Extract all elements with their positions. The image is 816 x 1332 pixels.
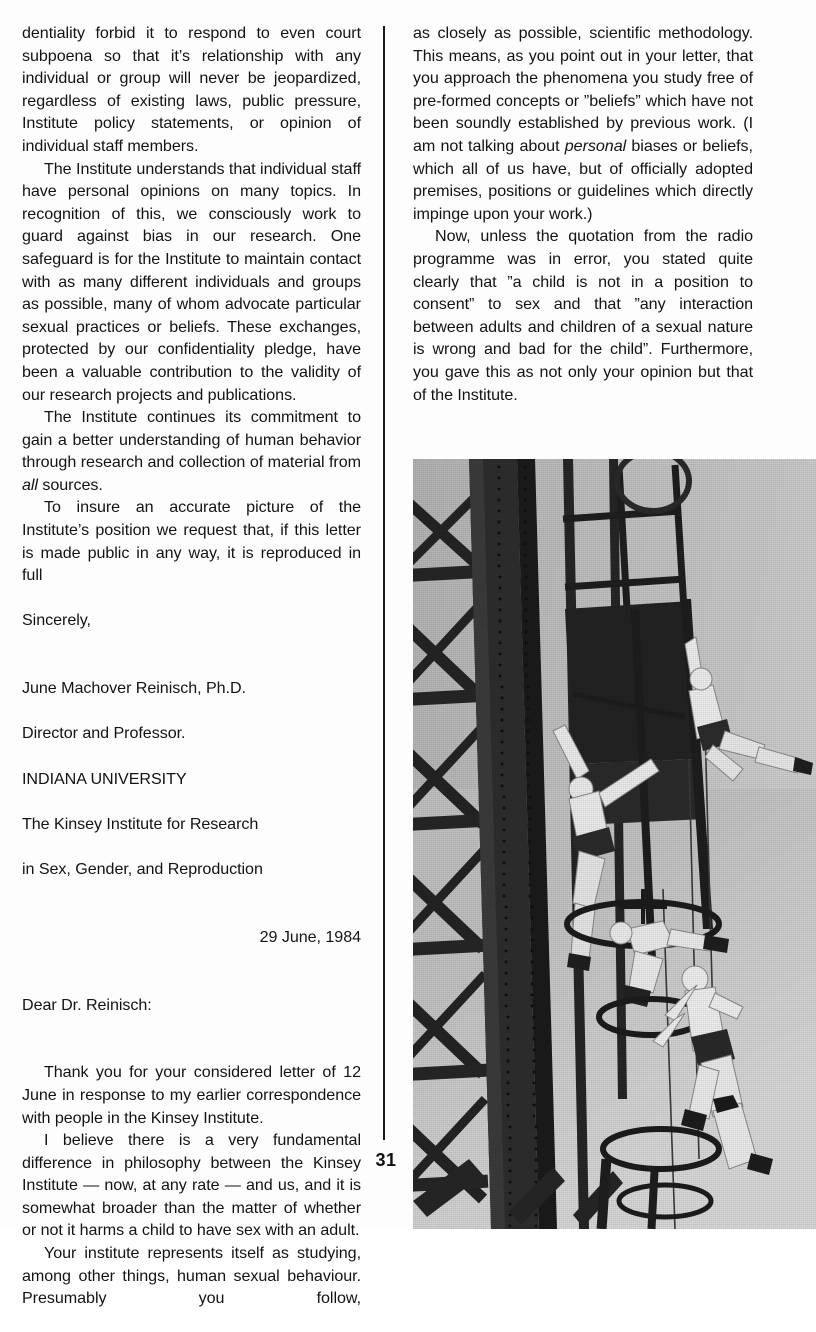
column-divider-rule (383, 26, 385, 1140)
italic-word-all: all (22, 475, 38, 494)
paragraph-continuation: dentiality forbid it to respond to even court subpoena so that it’s relationship with any individual or group will never be jeopardized, regardless of existing laws, public pressure, Institute policy statements, or opinion of individual staff members. (22, 24, 361, 155)
paragraph-your-institute: Your institute represents itself as studying, among other things, human sexual behaviour. Presumably you follow, (22, 1244, 361, 1308)
paragraph-text-after-italic: sources. (37, 475, 103, 494)
paragraph-text-after-italic: biases or beliefs, which all of us have, but of officially adopted premises, positions or guidelines which directly impinge upon your work.) (413, 136, 753, 223)
spacer (22, 655, 361, 678)
photograph-artwork (413, 459, 816, 1229)
paragraph-to-insure: To insure an accurate picture of the Institute’s position we request that, if this letter is made public in any way, it is reproduced in full (22, 498, 361, 585)
right-text-column (413, 22, 753, 406)
spacer (22, 971, 361, 994)
letter-date: 29 June, 1984 (259, 927, 361, 946)
photograph-acrobats-on-tower (413, 459, 816, 1229)
closing-sincerely: Sincerely, (22, 611, 91, 630)
signature-name: June Machover Reinisch, Ph.D. (22, 679, 246, 698)
signature-institute-line2: in Sex, Gender, and Reproduction (22, 859, 263, 878)
signature-organization: INDIANA UNIVERSITY (22, 769, 187, 788)
paragraph-institute-continues (22, 406, 361, 496)
paragraph-thank-you: Thank you for your considered letter of 12 June in response to my earlier correspondence with people in the Kinsey Institute. (22, 1063, 361, 1127)
left-text-column (22, 22, 361, 1332)
italic-word-personal: personal (564, 136, 627, 155)
letter-salutation: Dear Dr. Reinisch: (22, 995, 152, 1014)
signature-institute-line1: The Kinsey Institute for Research (22, 814, 259, 833)
spacer (22, 587, 361, 610)
spacer (22, 1039, 361, 1062)
spacer (22, 903, 361, 926)
signature-title: Director and Professor. (22, 724, 186, 743)
paragraph-as-closely (413, 22, 753, 225)
paragraph-text-before-italic: as closely as possible, scientific methodology. This means, as you point out in your letter, that you approach the phenomena you study free of pre-formed concepts or ”beliefs” which have not been soundly established by previous work. (I am not talking about (413, 24, 753, 155)
paragraph-i-believe: I believe there is a very fundamental difference in philosophy between the Kinsey Institute — now, at any rate — and us, and it is somewhat broader than the matter of whether or not it harms a child to have sex with an adult. (22, 1131, 361, 1240)
page-number: 31 (375, 1150, 397, 1170)
paragraph-institute-understands: The Institute understands that individual staff have personal opinions on many topics. In recognition of this, we consciously work to guard against bias in our research. One safeguard is for the Institute to maintain contact with as many different individuals and groups as possible, many of whom advocate particular sexual practices or beliefs. These exchanges, protected by our confidentiality pledge, have been a valuable contribution to the validity of our research projects and publications. (22, 159, 361, 404)
paragraph-text-before-italic: The Institute continues its commitment to gain a better understanding of human behavior through research and collection of material from (22, 408, 361, 472)
paragraph-now-unless: Now, unless the quotation from the radio programme was in error, you stated quite clearly that ”a child is not in a position to consent” to sex and that ”any interaction between adults and children of a sexual nature is wrong and bad for the child”. Furthermore, you gave this as not only your opinion but that of the Institute. (413, 227, 753, 404)
